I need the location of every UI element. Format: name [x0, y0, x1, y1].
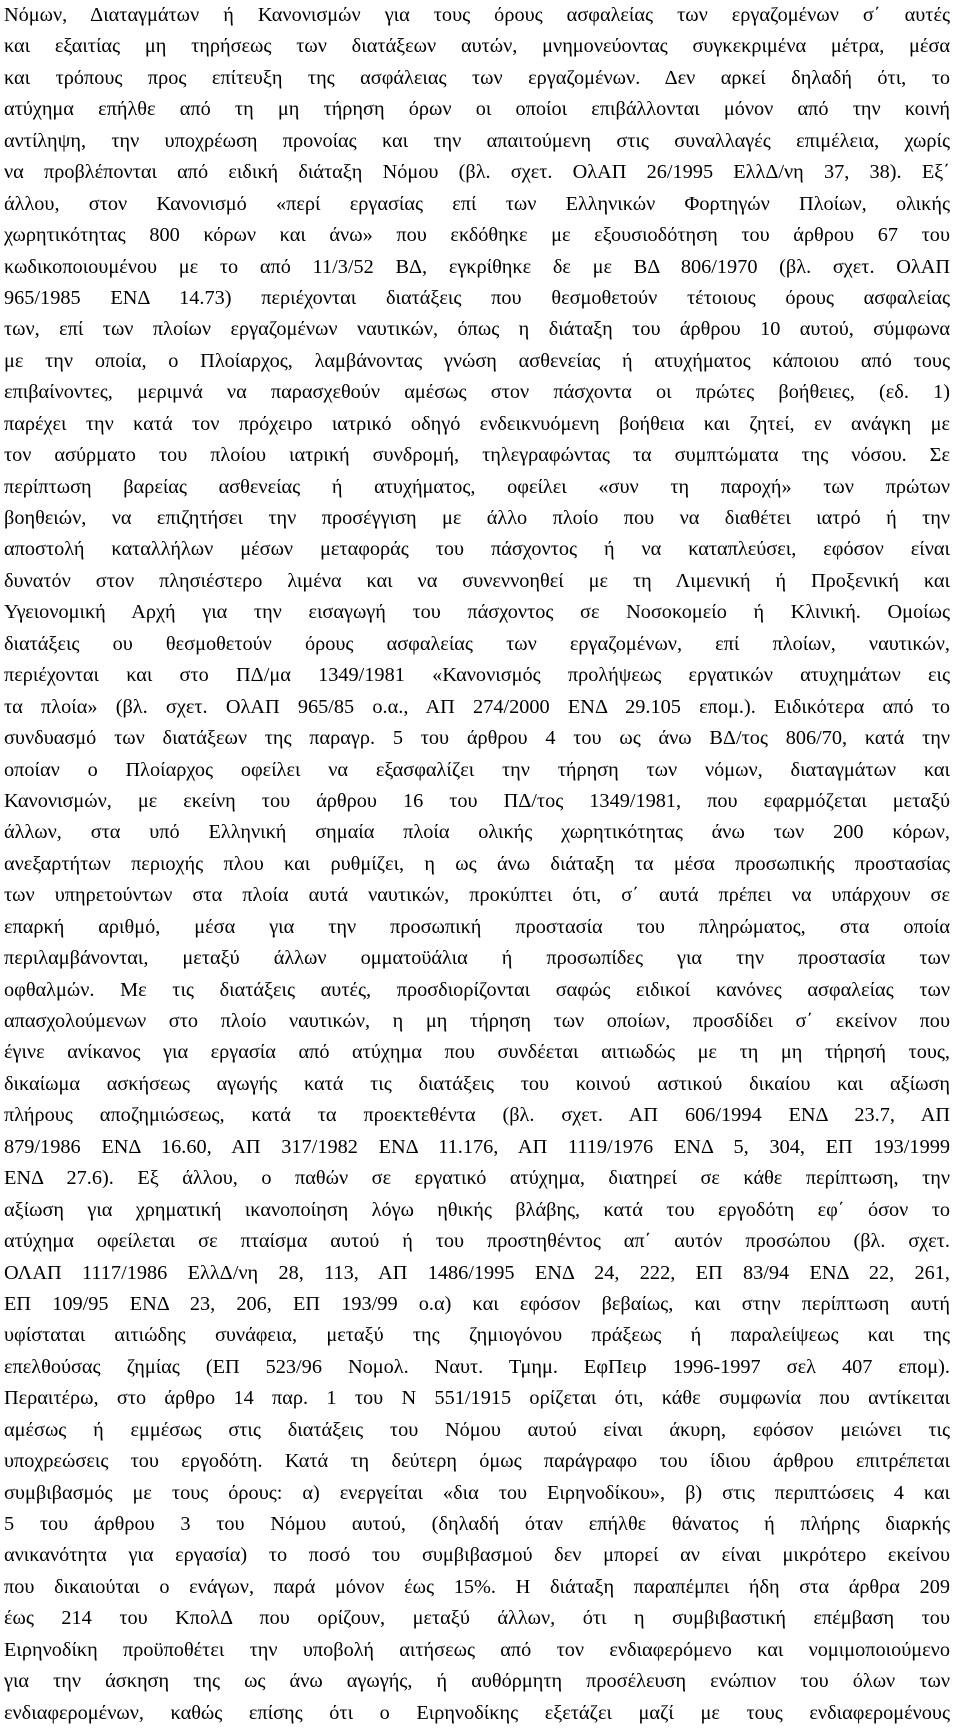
text-line: απασχολούμενων στο πλοίο ναυτικών, η μη τήρηση των οποίων, προσδίδει σ΄ εκείνον που [4, 1010, 950, 1032]
text-line: επελθούσας ζημίας (ΕΠ 523/96 Νομολ. Ναυτ. Τμημ. ΕφΠειρ 1996-1997 σελ 407 επομ). [4, 1355, 950, 1378]
text-line: τα πλοία» (βλ. σχετ. ΟλΑΠ 965/85 ο.α., ΑΠ 274/2000 ΕΝΔ 29.105 επομ.). Ειδικότερα από το [4, 695, 950, 718]
text-line: αποστολή καταλλήλων μέσων μεταφοράς του πάσχοντος ή να καταπλεύσει, εφόσον είναι [4, 538, 950, 561]
text-line: Ειρηνοδίκη προϋποθέτει την υποβολή αιτήσεως από τον ενδιαφερόμενο και νομιμοποιούμενο [4, 1638, 950, 1661]
text-line: επιβαίνοντες, μεριμνά να παρασχεθούν αμέσως στον πάσχοντα οι πρώτες βοήθειες, (εδ. 1) [4, 381, 950, 404]
text-line: Υγειονομική Αρχή για την εισαγωγή του πάσχοντος σε Νοσοκομείο ή Κλινική. Ομοίως [4, 601, 950, 624]
text-line: υποχρεώσεις του εργοδότη. Κατά τη δεύτερη όμως παράγραφο του ίδιου άρθρου επιτρέπεται [4, 1450, 950, 1473]
text-line: επαρκή αριθμό, μέσα για την προσωπική προστασία του πληρώματος, στα οποία [4, 915, 950, 938]
text-line: οποίαν ο Πλοίαρχος οφείλει να εξασφαλίζει την τήρηση των νόμων, διαταγμάτων και [4, 758, 950, 781]
text-line: Νόμων, Διαταγμάτων ή Κανονισμών για τους όρους ασφαλείας των εργαζομένων σ΄ αυτές [4, 4, 950, 26]
text-line: ΕΠ 109/95 ΕΝΔ 23, 206, ΕΠ 193/99 ο.α) και εφόσον βεβαίως, και στην περίπτωση αυτή [4, 1292, 950, 1315]
text-line: έγινε ανίκανος για εργασία από ατύχημα που συνδέεται αιτιωδώς με τη μη τήρησή τους, [4, 1041, 950, 1064]
body-paragraph [4, 0, 950, 1729]
text-line: ενδιαφερομένων, καθώς επίσης ότι ο Ειρηνοδίκης εξετάζει μαζί με τους ενδιαφερομένους [4, 1701, 950, 1724]
text-line: των υπηρετούντων στα πλοία αυτά ναυτικών, προκύπτει ότι, σ΄ αυτά πρέπει να υπάρχουν σε [4, 884, 950, 907]
text-line: ΟΛΑΠ 1117/1986 ΕλλΔ/νη 28, 113, ΑΠ 1486/1995 ΕΝΔ 24, 222, ΕΠ 83/94 ΕΝΔ 22, 261, [4, 1261, 950, 1284]
text-line: για την άσκηση της ως άνω αγωγής, ή αυθόρμητη προσέλευση ενώπιον του όλων των [4, 1670, 950, 1693]
text-line: ΕΝΔ 27.6). Εξ άλλου, ο παθών σε εργατικό ατύχημα, διατηρεί σε κάθε περίπτωση, την [4, 1167, 950, 1190]
text-line: συμβιβασμός με τους όρους: α) ενεργείται «δια του Ειρηνοδίκου», β) στις περιπτώσεις 4 και [4, 1481, 950, 1504]
text-line: κωδικοποιουμένου με το από 11/3/52 ΒΔ, εγκρίθηκε δε με ΒΔ 806/1970 (βλ. σχετ. ΟλΑΠ [4, 255, 950, 278]
text-line: αντίληψη, την υποχρέωση προνοίας και την απαιτούμενη στις συναλλαγές επιμέλεια, χωρίς [4, 129, 950, 152]
text-line: τον ασύρματο του πλοίου ιατρική συνδρομή, τηλεγραφώντας τα συμπτώματα της νόσου. Σε [4, 444, 950, 467]
text-line: ατύχημα επήλθε από τη μη τήρηση όρων οι οποίοι επιβάλλονται μόνον από την κοινή [4, 98, 950, 121]
text-line: δικαίωμα ασκήσεως αγωγής κατά τις διατάξεις του κοινού αστικού δικαίου και αξίωση [4, 1072, 950, 1095]
text-line: περίπτωση βαρείας ασθενείας ή ατυχήματος, οφείλει «συν τη παροχή» των πρώτων [4, 475, 950, 498]
text-line: και τρόπους προς επίτευξη της ασφάλειας των εργαζομένων. Δεν αρκεί δηλαδή ότι, το [4, 66, 950, 89]
text-line: άλλων, στα υπό Ελληνική σημαία πλοία ολικής χωρητικότητας άνω των 200 κόρων, [4, 821, 950, 844]
text-line: ατύχημα οφείλεται σε πταίσμα αυτού ή του προστηθέντος απ΄ αυτόν προσώπου (βλ. σχετ. [4, 1230, 950, 1253]
text-line: περιέχονται και στο ΠΔ/μα 1349/1981 «Κανονισμός προλήψεως εργατικών ατυχημάτων εις [4, 664, 950, 687]
text-line: συνδυασμό των διατάξεων της παραγρ. 5 του άρθρου 4 του ως άνω ΒΔ/τος 806/70, κατά την [4, 727, 950, 750]
text-line: 965/1985 ΕΝΔ 14.73) περιέχονται διατάξεις που θεσμοθετούν τέτοιους όρους ασφαλείας [4, 286, 950, 309]
text-line: άλλου, στον Κανονισμό «περί εργασίας επί των Ελληνικών Φορτηγών Πλοίων, ολικής [4, 192, 950, 215]
text-line: χωρητικότητας 800 κόρων και άνω» που εκδόθηκε με εξουσιοδότηση του άρθρου 67 του [4, 224, 950, 247]
text-line: διατάξεις ου θεσμοθετούν όρους ασφαλείας των εργαζομένων, επί πλοίων, ναυτικών, [4, 632, 950, 655]
text-line: να προβλέπονται από ειδική διάταξη Νόμου (βλ. σχετ. ΟλΑΠ 26/1995 ΕλλΔ/νη 37, 38). Εξ΄ [4, 161, 950, 184]
text-line: οφθαλμών. Με τις διατάξεις αυτές, προσδιορίζονται σαφώς ειδικοί κανόνες ασφαλείας των [4, 978, 950, 1001]
text-line: υφίσταται αιτιώδης συνάφεια, μεταξύ της ζημιογόνου πράξεως ή παραλείψεως και της [4, 1324, 950, 1347]
text-line: με την οποία, ο Πλοίαρχος, λαμβάνοντας γνώση ασθενείας ή ατυχήματος κάποιου από τους [4, 349, 950, 372]
text-line: που δικαιούται ο ενάγων, παρά μόνον έως 15%. Η διάταξη παραπέμπει ήδη στα άρθρα 209 [4, 1575, 950, 1598]
text-line: των, επί των πλοίων εργαζομένων ναυτικών, όπως η διάταξη του άρθρου 10 αυτού, σύμφωνα [4, 318, 950, 341]
text-line: Περαιτέρω, στο άρθρο 14 παρ. 1 του Ν 551/1915 ορίζεται ότι, κάθε συμφωνία που αντίκειται [4, 1387, 950, 1410]
text-line: Κανονισμών, με εκείνη του άρθρου 16 του ΠΔ/τος 1349/1981, που εφαρμόζεται μεταξύ [4, 789, 950, 812]
text-line: περιλαμβάνονται, μεταξύ άλλων ομματοϋάλια ή προσωπίδες για την προστασία των [4, 947, 950, 970]
text-line: βοηθειών, να επιζητήσει την προσέγγιση με άλλο πλοίο που να διαθέτει ιατρό ή την [4, 507, 950, 529]
text-line: έως 214 του ΚπολΔ που ορίζουν, μεταξύ άλλων, ότι η συμβιβαστική επέμβαση του [4, 1607, 950, 1630]
text-line: πλήρους αποζημιώσεως, κατά τα προεκτεθέντα (βλ. σχετ. ΑΠ 606/1994 ΕΝΔ 23.7, ΑΠ [4, 1104, 950, 1127]
text-line: 5 του άρθρου 3 του Νόμου αυτού, (δηλαδή όταν επήλθε θάνατος ή πλήρης διαρκής [4, 1513, 950, 1535]
document-page [4, 0, 950, 1729]
text-line: ανεξαρτήτων περιοχής πλου και ρυθμίζει, η ως άνω διάταξη τα μέσα προσωπικής προστασίας [4, 852, 950, 875]
text-line: 879/1986 ΕΝΔ 16.60, ΑΠ 317/1982 ΕΝΔ 11.176, ΑΠ 1119/1976 ΕΝΔ 5, 304, ΕΠ 193/1999 [4, 1135, 950, 1158]
text-line: ανικανότητα για εργασία) το ποσό του συμβιβασμού δεν μπορεί αν είναι μικρότερο εκείνου [4, 1544, 950, 1567]
text-line: αμέσως ή εμμέσως στις διατάξεις του Νόμου αυτού είναι άκυρη, εφόσον μειώνει τις [4, 1418, 950, 1441]
text-line: δυνατόν στον πλησιέστερο λιμένα και να συνεννοηθεί με τη Λιμενική ή Προξενική και [4, 569, 950, 592]
text-line: αξίωση για χρηματική ικανοποίηση λόγω ηθικής βλάβης, κατά του εργοδότη εφ΄ όσον το [4, 1198, 950, 1221]
text-line: παρέχει την κατά τον πρόχειρο ιατρικό οδηγό ενδεικνυόμενη βοήθεια και ζητεί, εν ανάγκη με [4, 412, 950, 435]
text-line: και εξαιτίας μη τηρήσεως των διατάξεων αυτών, μνημονεύοντας συγκεκριμένα μέτρα, μέσα [4, 35, 950, 58]
